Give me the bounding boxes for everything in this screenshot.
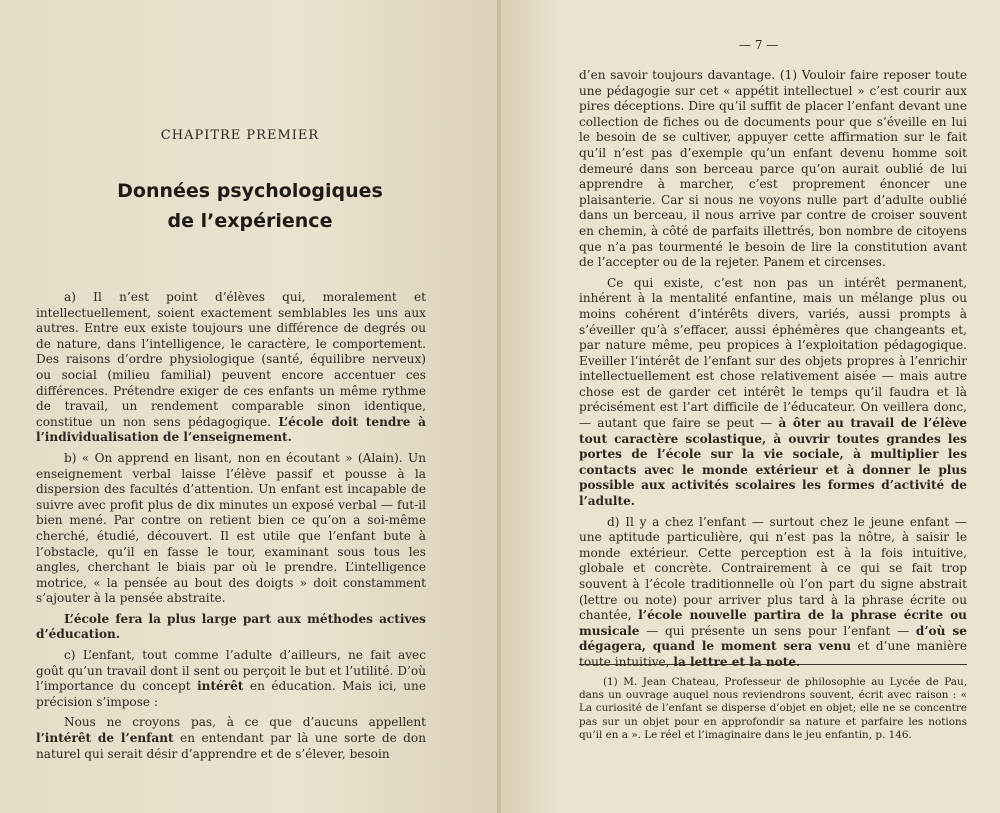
paragraph-a <box>36 290 426 446</box>
perception-text-1: d) Il y a chez l’enfant — surtout chez le jeune enfant — une aptitude particulière, qui n’est pas la nôtre, à saisir le monde extérieur. Cette perception est à la fois intuitive, globale et concrète. Contrairement à ce qui se fait trop souvent à l’école traditionnelle où l’on part du signe abstrait (lettre ou note) pour arriver plus tard à la phrase écrite ou chantée, <box>579 514 967 623</box>
paragraph-interest-text: Ce qui existe, c’est non pas un intérêt permanent, inhérent à la mentalité enfantine, mais un mélange plus ou moins cohérent d’intérêts divers, variés, aussi prompts à s’éveiller qu’à s’effacer, aussi éphémères que changeants et, par nature même, peu propices à l’exploitation pédagogique. Eveiller l’intérêt de l’enfant sur des objets propres à l’enrichir intellectuellement est chose relativement aisée — mais autre chose est de garder cet intérêt le temps qu’il faudra et là précisément est l’art difficile de l’éducateur. On veillera donc, — autant que faire se peut — <box>579 275 967 431</box>
perception-bold-2: d’où se dégagera, quand le moment sera venu <box>579 623 967 654</box>
paragraph-interest-principle: à ôter au travail de l’élève tout caractère scolastique, à ouvrir toutes grandes les portes de l’école sur la vie sociale, à multiplier les contacts avec le monde extérieur et à donner le plus possible aux activités scolaires les formes d’activité de l’adulte. <box>579 416 968 509</box>
paragraph-b-principle: L’école fera la plus large part aux méthodes actives d’éducation. <box>36 611 426 642</box>
paragraph-d-text-2: en entendant par là une sorte de don naturel qui serait désir d’apprendre et de s’élever, besoin <box>36 731 426 761</box>
chapter-heading: CHAPITRE PREMIER <box>160 128 320 143</box>
paragraph-c <box>36 648 426 710</box>
paragraph-c-text-1: c) L’enfant, tout comme l’adulte d’ailleurs, ne fait avec goût qu’un travail dont il sent ou perçoit le but et l’utilité. D’où l’importance du concept <box>36 648 426 694</box>
paragraph-continued-text: d’en savoir toujours davantage. (1) Vouloir faire reposer toute une pédagogie sur cet « appétit intellectuel » c’est courir aux pires déceptions. Dire qu’il suffit de placer l’enfant devant une collection de fiches ou de documents pour que s’éveille en lui le besoin de se cultiver, appuyer cette affirmation sur le fait qu’il n’est pas d’exemple qu’un enfant devenu homme soit demeuré dans son berceau parce qu’on aurait oublié de lui apprendre à marcher, c’est proprement énoncer une plaisanterie. Car si nous ne voyons nulle part d’adulte oublié dans un berceau, il nous arrive par contre de croiser souvent en chemin, à côté de parfaits illettrés, bon nombre de citoyens que n’a pas tourmenté le besoin de lire la constitution avant de l’accepter ou de la rejeter. Panem et circenses. <box>579 68 967 270</box>
right-body-text <box>579 68 967 676</box>
paragraph-interest <box>579 276 967 510</box>
perception-bold-3: la lettre et la note. <box>673 654 801 669</box>
paragraph-b-text: b) « On apprend en lisant, non en écoutant » (Alain). Un enseignement verbal laisse l’élève passif et pousse à la dispersion des facultés d’attention. Un enfant est incapable de suivre avec profit plus de dix minutes un exposé verbal — fut-il bien mené. Par contre on retient bien ce qu’on a soi-même cherché, étudié, découvert. Il est utile que l’enfant bute à l’obstacle, qu’il en fasse le tour, examinant sous tous les angles, cherchant le biais par où le prendre. L’intelligence motrice, « la pensée au bout des doigts » doit constamment s’ajouter à la pensée abstraite. <box>36 450 426 606</box>
footnote-text: (1) M. Jean Chateau, Professeur de philosophie au Lycée de Pau, dans un ouvrage auquel nous reviendrons souvent, écrit avec raison : « La curiosité de l’enfant se disperse d’objet en objet; elle ne se concentre pas sur un objet pour en approfondir sa nature et parfaire les notions qu’il en a ». Le réel et l’imaginaire dans le jeu enfantin, p. 146. <box>579 676 967 741</box>
paragraph-d-keyword: l’intérêt de l’enfant <box>36 731 174 746</box>
paragraph-a-text: a) Il n’est point d’élèves qui, moralement et intellectuellement, soient exactement semblables les uns aux autres. Entre eux existe toujours une différence de degrés ou de nature, dans l’intelligence, le caractère, le comportement. Des raisons d’ordre physiologique (santé, équilibre nerveux) ou social (milieu familial) peuvent encore accentuer ces différences. Prétendre exiger de ces enfants un même rythme de travail, un rendement comparable sinon identique, constitue un non sens pédagogique. <box>36 290 426 429</box>
left-body-text <box>36 290 426 767</box>
left-page <box>0 0 499 813</box>
chapter-title-line-2: de l’expérience <box>167 210 333 232</box>
chapter-title-line-1: Données psychologiques <box>117 180 383 202</box>
paragraph-c-keyword: intérêt <box>197 679 244 694</box>
perception-bold-1: l’école nouvelle partira de la phrase écrite ou musicale <box>579 608 967 638</box>
footnote-divider <box>579 664 967 665</box>
paragraph-d <box>36 715 426 762</box>
chapter-title <box>40 176 460 236</box>
right-page <box>501 0 1000 813</box>
paragraph-d-text-1: Nous ne croyons pas, à ce que d’aucuns appellent <box>64 715 426 730</box>
page-number: — 7 — <box>739 38 779 52</box>
paragraph-b <box>36 451 426 607</box>
paragraph-b-principle-line <box>36 612 426 643</box>
paragraph-d-perception <box>579 515 967 671</box>
paragraph-continued <box>579 68 967 271</box>
perception-text-2: — qui présente un sens pour l’enfant — <box>639 623 916 638</box>
footnote <box>579 676 967 742</box>
paragraph-c-text-2: en éducation. Mais ici, une précision s’impose : <box>36 679 426 709</box>
perception-text-3: et d’une manière toute intuitive, <box>579 639 967 669</box>
paragraph-a-principle: L’école doit tendre à l’individualisation de l’enseignement. <box>36 414 426 445</box>
